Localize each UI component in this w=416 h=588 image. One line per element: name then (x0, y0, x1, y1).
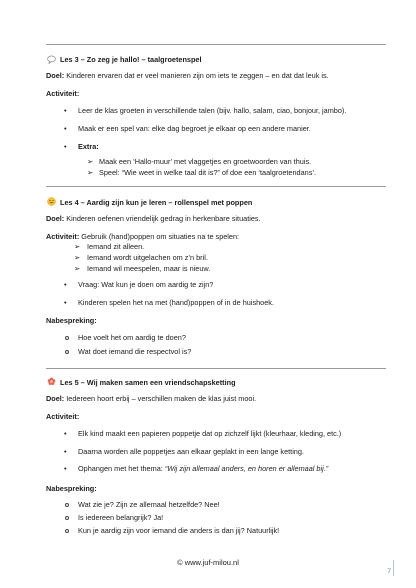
page-number-divider (393, 560, 394, 576)
les5-activiteit-label: Activiteit: (46, 412, 80, 421)
doel-label: Doel: (46, 71, 65, 80)
les3-extra-2: Speel: “Wie weet in welke taal dit is?” of doe een ‘taalgroetendans’. (99, 168, 317, 177)
les4-bullet-2: Kinderen spelen het na met (hand)poppen of in de huishoek. (78, 298, 274, 307)
section-divider (46, 186, 386, 187)
bullet-dot: • (64, 429, 67, 438)
les3-title: Les 3 – Zo zeg je hallo! – taalgroetenspel (60, 55, 202, 64)
theme-quote: “Wij zijn allemaal anders, en horen er allemaal bij.” (164, 464, 329, 473)
bullet-dot: • (64, 280, 67, 289)
les5-bullet-3 (78, 464, 328, 473)
speech-bubble-icon (47, 55, 56, 64)
arrow-bullet-icon: ➢ (87, 168, 94, 177)
doel-label: Doel: (46, 214, 65, 223)
les4-situation-1: Iemand zit alleen. (87, 242, 145, 251)
les3-activiteit-label: Activiteit: (46, 89, 80, 98)
les4-question-2: Wat doet iemand die respectvol is? (78, 347, 192, 356)
les5-doel (46, 394, 256, 403)
les4-nabespreking-label: Nabespreking: (46, 316, 97, 325)
les3-bullet-2: Maak er een spel van: elke dag begroet je elkaar op een andere manier. (78, 124, 311, 133)
les3-bullet-1: Leer de klas groeten in verschillende talen (bijv. hallo, salam, ciao, bonjour, jambo). (78, 106, 347, 115)
top-divider (46, 44, 386, 45)
flower-icon (47, 377, 56, 386)
activiteit-text: Gebruik (hand)poppen om situaties na te spelen: (79, 232, 240, 241)
doel-text: Kinderen ervaren dat er veel manieren zijn om iets te zeggen – en dat dat leuk is. (64, 71, 329, 80)
circle-bullet-icon (65, 516, 69, 520)
les4-situation-3: Iemand wil meespelen, maar is nieuw. (87, 264, 211, 273)
bullet-dot: • (64, 464, 67, 473)
les5-question-3: Kun je aardig zijn voor iemand die anders is dan jij? Natuurlijk! (78, 526, 280, 535)
circle-bullet-icon (65, 529, 69, 533)
les3-doel (46, 71, 329, 80)
doel-label: Doel: (46, 394, 65, 403)
les4-activiteit (46, 232, 239, 241)
circle-bullet-icon (65, 503, 69, 507)
les5-bullet-1: Elk kind maakt een papieren poppetje dat op zichzelf lijkt (kleurhaar, kleding, etc.) (78, 429, 342, 438)
smiley-icon (47, 197, 56, 206)
footer-copyright: © www.juf-milou.nl (177, 558, 239, 567)
arrow-bullet-icon: ➢ (74, 253, 81, 262)
les4-situation-2: Iemand wordt uitgelachen om z’n bril. (87, 253, 208, 262)
les5-question-2: Is iedereen belangrijk? Ja! (78, 513, 164, 522)
bullet-dot: • (64, 106, 67, 115)
doel-text: Kinderen oefenen vriendelijk gedrag in herkenbare situaties. (64, 214, 261, 223)
circle-bullet-icon (65, 350, 69, 354)
doel-text: Iedereen hoort erbij – verschillen maken de klas juist mooi. (64, 394, 257, 403)
page-number: 7 (387, 568, 391, 575)
arrow-bullet-icon: ➢ (87, 157, 94, 166)
les5-title: Les 5 – Wij maken samen een vriendschapsketting (60, 378, 236, 387)
les5-question-1: Wat zie je? Zijn ze allemaal hetzelfde? Nee! (78, 500, 220, 509)
les3-extra-label: Extra: (78, 142, 99, 151)
les4-doel (46, 214, 261, 223)
les3-extra-1: Maak een ‘Hallo-muur’ met vlaggetjes en groetwoorden van thuis. (99, 157, 312, 166)
les4-title: Les 4 – Aardig zijn kun je leren – rollenspel met poppen (60, 198, 253, 207)
section-divider (46, 368, 386, 369)
bullet-dot: • (64, 142, 67, 151)
arrow-bullet-icon: ➢ (74, 264, 81, 273)
bullet-dot: • (64, 298, 67, 307)
les4-bullet-1: Vraag: Wat kun je doen om aardig te zijn? (78, 280, 214, 289)
les5-bullet-2: Daarna worden alle poppetjes aan elkaar geplakt in een lange ketting. (78, 447, 304, 456)
les4-question-1: Hoe voelt het om aardig te doen? (78, 333, 186, 342)
theme-label: Ophangen met het thema: (78, 464, 165, 473)
les5-nabespreking-label: Nabespreking: (46, 484, 97, 493)
bullet-dot: • (64, 124, 67, 133)
bullet-dot: • (64, 447, 67, 456)
arrow-bullet-icon: ➢ (74, 242, 81, 251)
circle-bullet-icon (65, 336, 69, 340)
activiteit-label: Activiteit: (46, 232, 80, 241)
